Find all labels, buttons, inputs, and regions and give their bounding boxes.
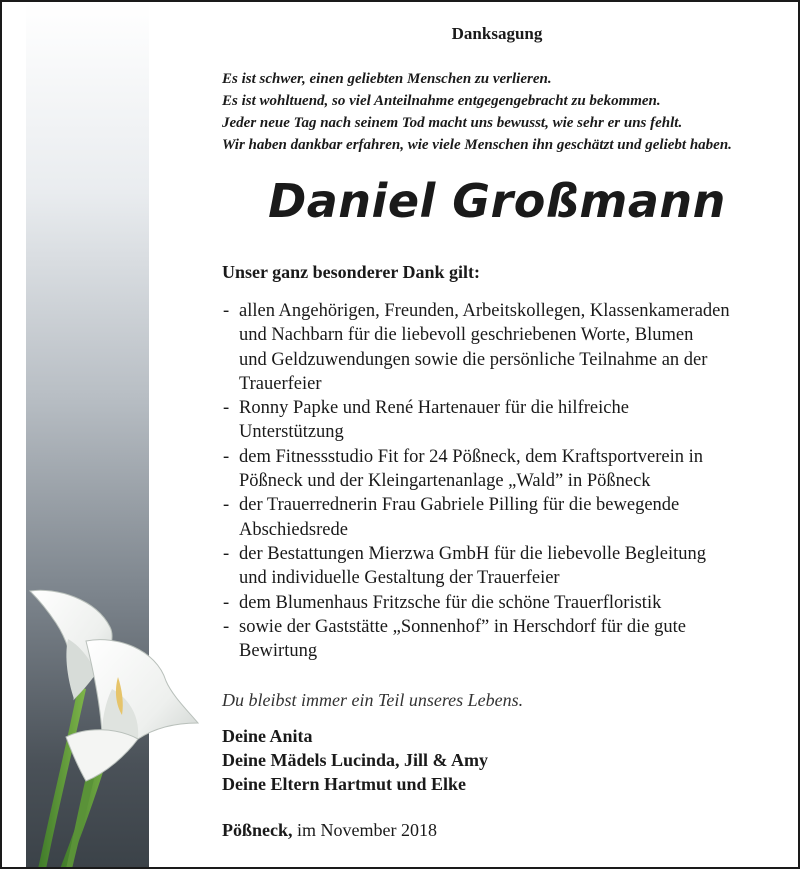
bullet-dash: - bbox=[223, 301, 230, 321]
intro-line: Jeder neue Tag nach seinem Tod macht uns bewusst, wie sehr er uns fehlt. bbox=[222, 115, 683, 131]
list-item-line: und Nachbarn für die liebevoll geschriebenen Worte, Blumen bbox=[239, 325, 694, 346]
bullet-dash: - bbox=[223, 616, 230, 637]
farewell-text: Du bleibst immer ein Teil unseres Lebens. bbox=[222, 690, 524, 710]
bullet-dash: - bbox=[223, 592, 230, 613]
page-title: Danksagung bbox=[451, 24, 543, 43]
list-item bbox=[220, 299, 780, 396]
list-item-line: dem Blumenhaus Fritzsche für die schöne Trauerfloristik bbox=[239, 592, 662, 613]
list-item bbox=[220, 542, 780, 591]
list-item-line: der Trauerrednerin Frau Gabriele Pilling für die bewegende bbox=[239, 495, 680, 516]
list-item bbox=[220, 493, 780, 542]
list-item bbox=[220, 396, 780, 445]
deceased-name: Daniel Großmann bbox=[268, 174, 726, 228]
list-item-line: sowie der Gaststätte „Sonnenhof” in Herschdorf für die gute bbox=[239, 616, 686, 637]
family-line: Deine Eltern Hartmut und Elke bbox=[222, 774, 467, 794]
list-item bbox=[220, 615, 780, 664]
list-item-line: dem Fitnessstudio Fit for 24 Pößneck, dem Kraftsportverein in bbox=[239, 446, 703, 467]
list-item-line: allen Angehörigen, Freunden, Arbeitskollegen, Klassenkameraden bbox=[239, 301, 730, 321]
calla-lily-image bbox=[16, 577, 206, 869]
bullet-dash: - bbox=[223, 495, 230, 516]
list-item-line: Trauerfeier bbox=[239, 373, 322, 394]
bullet-dash: - bbox=[223, 398, 230, 419]
intro-line: Es ist schwer, einen geliebten Menschen zu verlieren. bbox=[222, 71, 552, 87]
list-item-line: Ronny Papke und René Hartenauer für die hilfreiche bbox=[239, 398, 629, 419]
bullet-dash: - bbox=[223, 446, 230, 467]
family-signatures bbox=[222, 724, 488, 796]
thanks-title: Unser ganz besonderer Dank gilt: bbox=[222, 262, 481, 282]
list-item bbox=[220, 445, 780, 494]
list-item-line: der Bestattungen Mierzwa GmbH für die liebevolle Begleitung bbox=[239, 543, 706, 564]
family-line: Deine Mädels Lucinda, Jill & Amy bbox=[222, 750, 489, 770]
list-item-line: Abschiedsrede bbox=[239, 519, 348, 540]
intro-line: Es ist wohltuend, so viel Anteilnahme entgegengebracht zu bekommen. bbox=[222, 93, 661, 109]
bullet-dash: - bbox=[223, 543, 230, 564]
list-item-line: Unterstützung bbox=[239, 422, 344, 443]
thanks-list bbox=[220, 299, 780, 663]
list-item-line: und individuelle Gestaltung der Trauerfeier bbox=[239, 568, 560, 589]
family-line: Deine Anita bbox=[222, 726, 313, 746]
list-item-line: Bewirtung bbox=[239, 641, 318, 662]
place: Pößneck, bbox=[222, 820, 293, 840]
intro-line: Wir haben dankbar erfahren, wie viele Menschen ihn geschätzt und geliebt haben. bbox=[222, 137, 732, 153]
list-item-line: und Geldzuwendungen sowie die persönliche Teilnahme an der bbox=[239, 349, 708, 370]
place-date bbox=[222, 820, 437, 841]
list-item-line: Pößneck und der Kleingartenanlage „Wald” in Pößneck bbox=[239, 471, 651, 492]
list-item bbox=[220, 591, 780, 615]
date: im November 2018 bbox=[297, 820, 437, 840]
intro-text bbox=[222, 68, 782, 156]
